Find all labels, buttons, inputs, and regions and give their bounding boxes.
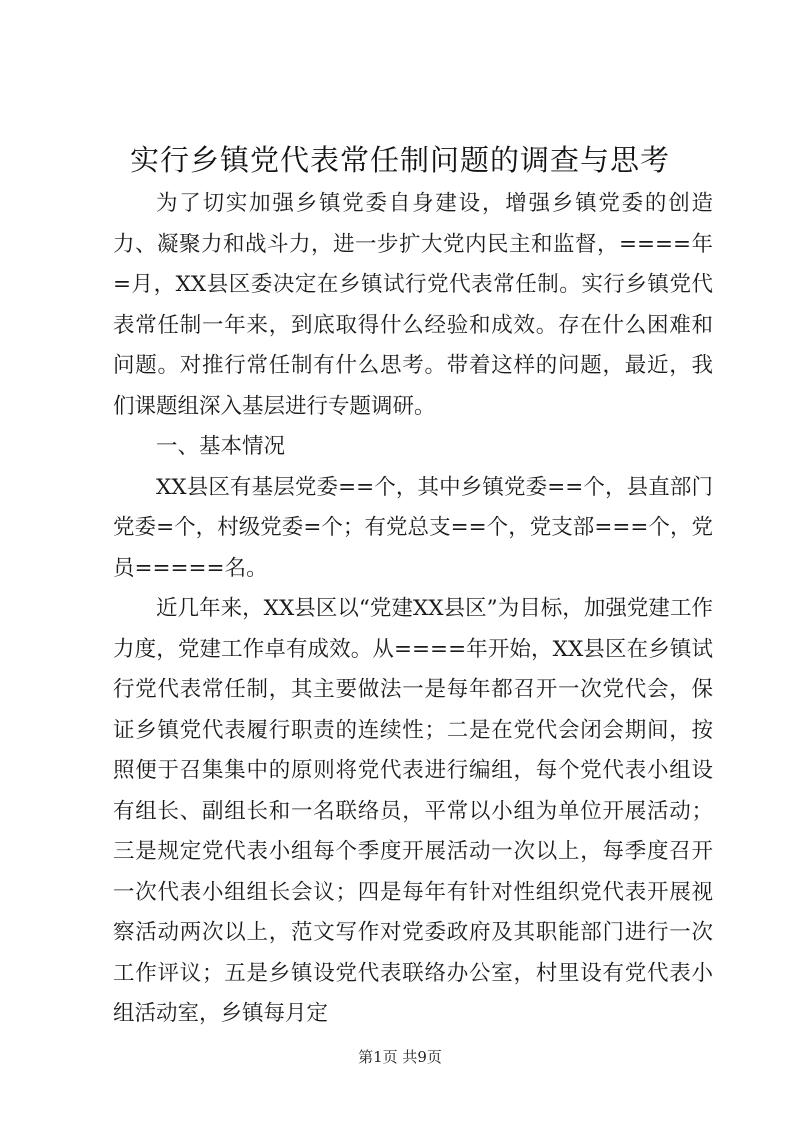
page-number-footer: 第1页 共9页 xyxy=(358,1048,442,1066)
document-title: 实行乡镇党代表常任制问题的调查与思考 xyxy=(129,143,670,177)
section-heading-basic-situation: 一、基本情况 xyxy=(156,434,286,459)
paragraph-statistics: XX县区有基层党委==个，其中乡镇党委==个，县直部门党委=个，村级党委=个；有党总支==个，党支部===个，党员=====名。 xyxy=(113,474,713,581)
paragraph-intro: 为了切实加强乡镇党委自身建设，增强乡镇党委的创造力、凝聚力和战斗力，进一步扩大党内民主和监督，====年=月，XX县区委决定在乡镇试行党代表常任制。实行乡镇党代表常任制一年来，到底取得什么经验和成效。存在什么困难和问题。对推行常任制有什么思考。带着这样的问题，最近，我们课题组深入基层进行专题调研。 xyxy=(113,191,713,419)
document-body xyxy=(113,184,713,1035)
paragraph-practices: 近几年来，XX县区以“党建XX县区”为目标，加强党建工作力度，党建工作卓有成效。从====年开始，XX县区在乡镇试行党代表常任制，其主要做法一是每年都召开一次党代会，保证乡镇党代表履行职责的连续性；二是在党代会闭会期间，按照便于召集集中的原则将党代表进行编组，每个党代表小组设有组长、副组长和一名联络员，平常以小组为单位开展活动；三是规定党代表小组每个季度开展活动一次以上，每季度召开一次代表小组组长会议；四是每年有针对性组织党代表开展视察活动两次以上，范文写作对党委政府及其职能部门进行一次工作评议；五是乡镇设党代表联络办公室，村里设有党代表小组活动室，乡镇每月定 xyxy=(113,596,713,1026)
